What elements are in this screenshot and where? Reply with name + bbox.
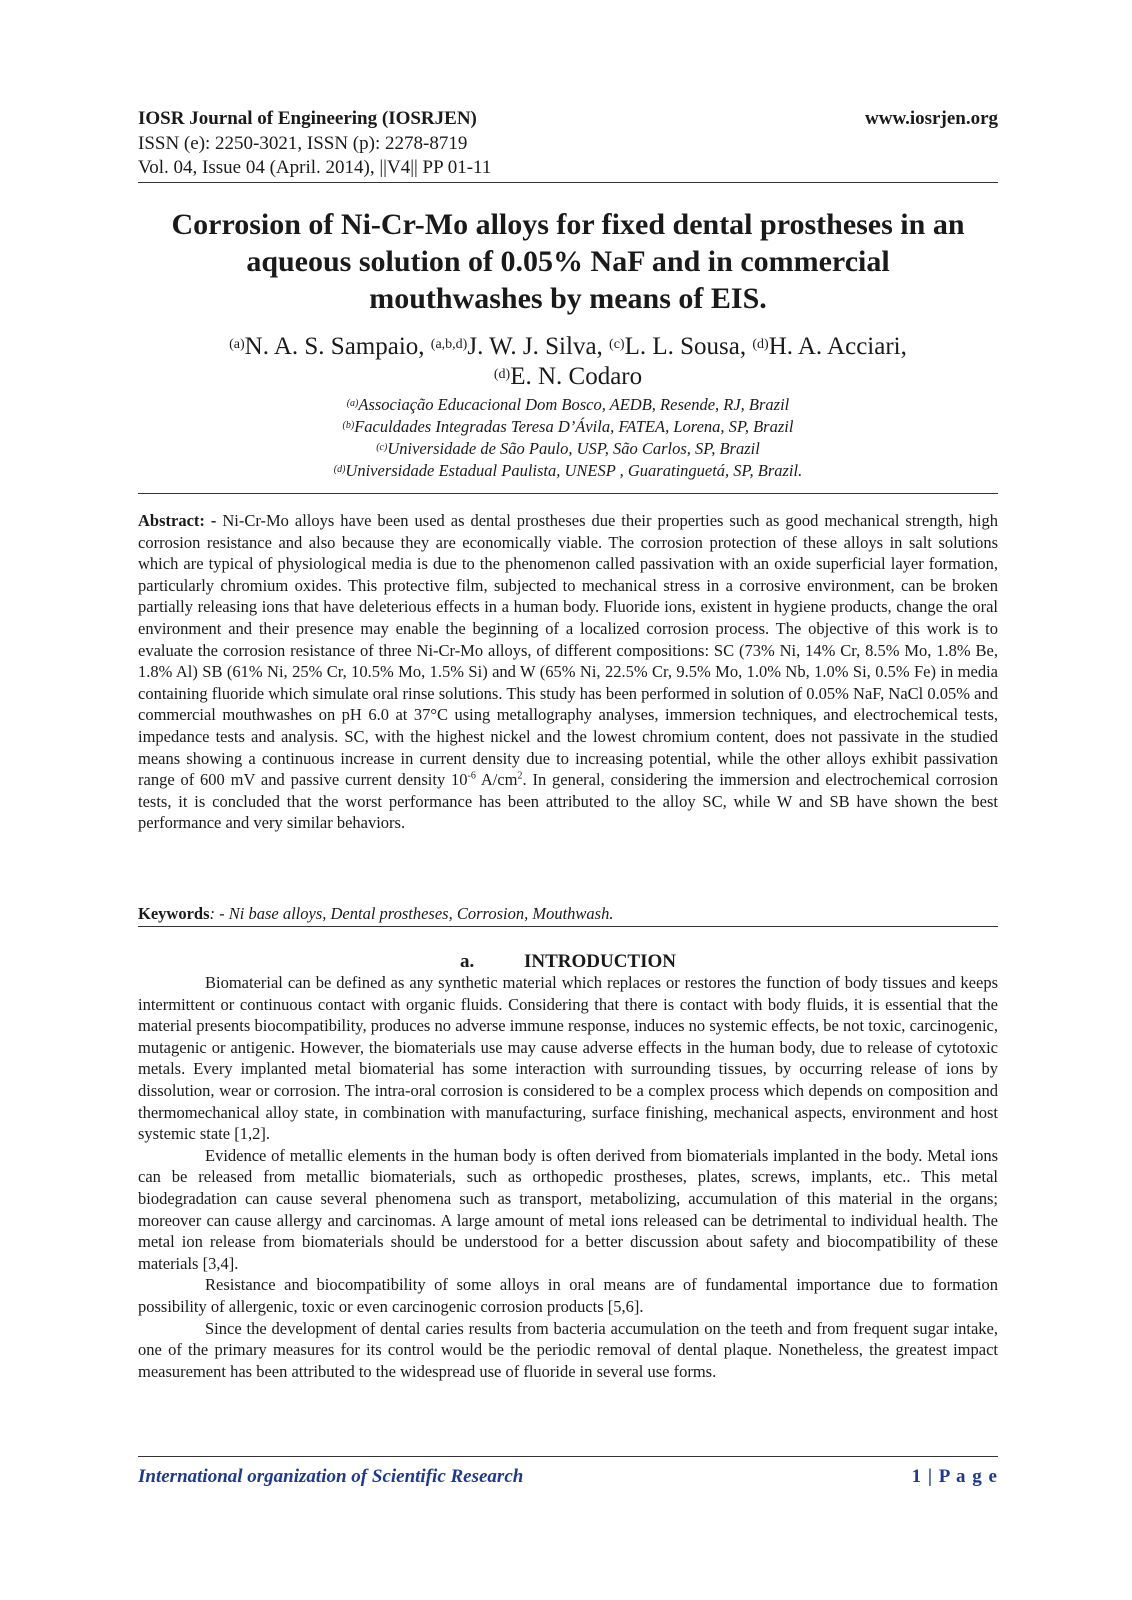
keywords-label: Keywords: [138, 904, 210, 923]
affiliation-item: [138, 460, 998, 482]
keywords-text: Ni base alloys, Dental prostheses, Corrosion, Mouthwash.: [224, 904, 614, 923]
keywords: [138, 903, 998, 925]
author-affiliation-mark: (d): [752, 337, 769, 352]
keywords-bottom-rule: [138, 926, 998, 927]
abstract: [138, 510, 998, 834]
body-paragraph: Evidence of metallic elements in the human body is often derived from biomaterials implanted in the body. Metal ions can be released from metallic biomaterials, such as orthopedic prostheses, plates, screws, implants, etc.. This metal biodegradation can cause several phenomena such as transport, metabolizing, accumulation of this material in the organs; moreover can cause allergy and carcinomas. A large amount of metal ions released can be detrimental to individual health. The metal ion release from biomaterials should be understood for a better discussion about safety and biocompatibility of these materials [3,4].: [138, 1145, 998, 1273]
affiliation-text: Associação Educacional Dom Bosco, AEDB, Resende, RJ, Brazil: [358, 395, 790, 414]
affiliation-mark: (b): [342, 420, 355, 431]
page-number: 1 | P a g e: [911, 1466, 998, 1487]
author-name: N. A. S. Sampaio,: [244, 333, 425, 360]
body-paragraph: Biomaterial can be defined as any synthetic material which replaces or restores the function of body tissues and keeps intermittent or continuous contact with organic fluids. Considering that there is contact with body fluids, it is essential that the material presents biocompatibility, produces no adverse immune response, induces no systemic effects, be not toxic, carcinogenic, mutagenic or antigenic. However, the biomaterials use may cause adverse effects in the human body, due to release of cytotoxic metals. Every implanted metal biomaterial has some interaction with surrounding tissues, by occurring release of ions by dissolution, wear or corrosion. The intra-oral corrosion is considered to be a complex process which depends on composition and thermomechanical alloy state, in combination with manufacturing, surface finishing, mechanical aspects, environment and host systemic state [1,2].: [138, 973, 998, 1144]
footer-organization: International organization of Scientific Research: [138, 1466, 524, 1487]
body-paragraph: Since the development of dental caries results from bacteria accumulation on the teeth and from frequent sugar intake, one of the primary measures for its control would be the periodic removal of dental plaque. Nonetheless, the greatest impact measurement has been attributed to the widespread use of fluoride in several use forms.: [138, 1318, 998, 1381]
body-paragraph: Resistance and biocompatibility of some alloys in oral means are of fundamental importance due to formation possibility of allergenic, toxic or even carcinogenic corrosion products [5,6].: [138, 1275, 998, 1316]
affiliation-item: [138, 394, 998, 416]
affiliation-text: Universidade Estadual Paulista, UNESP , Guaratinguetá, SP, Brazil.: [345, 461, 803, 480]
keywords-separator: : -: [209, 904, 225, 923]
abstract-text: A/cm: [475, 770, 518, 790]
title-line: Corrosion of Ni-Cr-Mo alloys for fixed dental prostheses in an: [171, 208, 965, 241]
journal-name: IOSR Journal of Engineering (IOSRJEN): [138, 108, 477, 129]
introduction-body: [138, 972, 998, 1382]
author-affiliation-mark: (a): [229, 337, 245, 352]
affiliation-text: Universidade de São Paulo, USP, São Carlos, SP, Brazil: [387, 439, 760, 458]
affiliation-mark: (d): [333, 464, 346, 475]
header-rule: [138, 182, 998, 183]
abstract-label: Abstract: -: [138, 511, 217, 530]
affiliation-mark: (c): [376, 442, 388, 453]
author-name: E. N. Codaro: [510, 363, 643, 390]
affiliation-item: [138, 438, 998, 460]
author-affiliation-mark: (d): [493, 367, 511, 382]
author-affiliation-mark: (c): [609, 337, 625, 352]
affiliation-text: Faculdades Integradas Teresa D’Ávila, FATEA, Lorena, SP, Brazil: [354, 417, 794, 436]
section-number: a.: [459, 951, 475, 972]
footer-rule: [138, 1456, 998, 1457]
abstract-top-rule: [138, 493, 998, 494]
journal-website: www.iosrjen.org: [865, 108, 998, 129]
journal-header: [138, 106, 998, 180]
section-title: INTRODUCTION: [523, 951, 677, 972]
author-list: [138, 332, 998, 392]
author-name: H. A. Acciari,: [768, 333, 907, 360]
abstract-exponent: -6: [467, 770, 476, 782]
author-affiliation-mark: (a,b,d): [430, 337, 468, 352]
abstract-text: Ni-Cr-Mo alloys have been used as dental prostheses due their properties such as good mechanical strength, high corrosion resistance and also because they are economically viable. The corrosion protection of these alloys in salt solutions which are typical of physiological media is due to the phenomenon called passivation with an oxide superficial layer formation, particularly chromium oxides. This protective film, subjected to mechanical stress in a corrosive environment, can be broken partially releasing ions that have deleterious effects in a human body. Fluoride ions, existent in hygiene products, change the oral environment and their presence may enable the beginning of a localized corrosion process. The objective of this work is to evaluate the corrosion resistance of three Ni-Cr-Mo alloys, of different compositions: SC (73% Ni, 14% Cr, 8.5% Mo, 1.8% Be, 1.8% Al) SB (61% Ni, 25% Cr, 10.5% Mo, 1.5% Si) and W (65% Ni, 22.5% Cr, 9.5% Mo, 1.0% Nb, 1.0% Si, 0.5% Fe) in media containing fluoride which simulate oral rinse solutions. This study has been performed in solution of 0.05% NaF, NaCl 0.05% and commercial mouthwashes on pH 6.0 at 37°C using metallography analyses, immersion techniques, and electrochemical tests, impedance tests and analysis. SC, with the highest nickel and the lowest chromium content, does not passivate in the studied means showing a continuous increase in current density due to increasing potential, while the other alloys exhibit passivation range of 600 mV and passive current density 10: [138, 511, 999, 790]
author-name: L. L. Sousa,: [624, 333, 747, 360]
section-heading-introduction: [138, 950, 998, 974]
affiliation-list: [138, 394, 998, 482]
abstract-exponent: 2: [517, 770, 523, 782]
page-footer: [138, 1466, 998, 1488]
title-line: aqueous solution of 0.05% NaF and in commercial: [246, 245, 890, 278]
paper-title: [138, 206, 998, 317]
journal-volume: Vol. 04, Issue 04 (April. 2014), ||V4|| PP 01-11: [138, 157, 492, 178]
title-line: mouthwashes by means of EIS.: [369, 282, 767, 315]
affiliation-mark: (a): [346, 398, 359, 409]
abstract-text: . In general, considering the immersion and electrochemical corrosion tests, it is concluded that the worst performance has been attributed to the alloy SC, while W and SB have shown the best performance and very similar behaviors.: [138, 770, 998, 833]
journal-issn: ISSN (e): 2250-3021, ISSN (p): 2278-8719: [138, 133, 468, 154]
author-name: J. W. J. Silva,: [467, 333, 603, 360]
affiliation-item: [138, 416, 998, 438]
